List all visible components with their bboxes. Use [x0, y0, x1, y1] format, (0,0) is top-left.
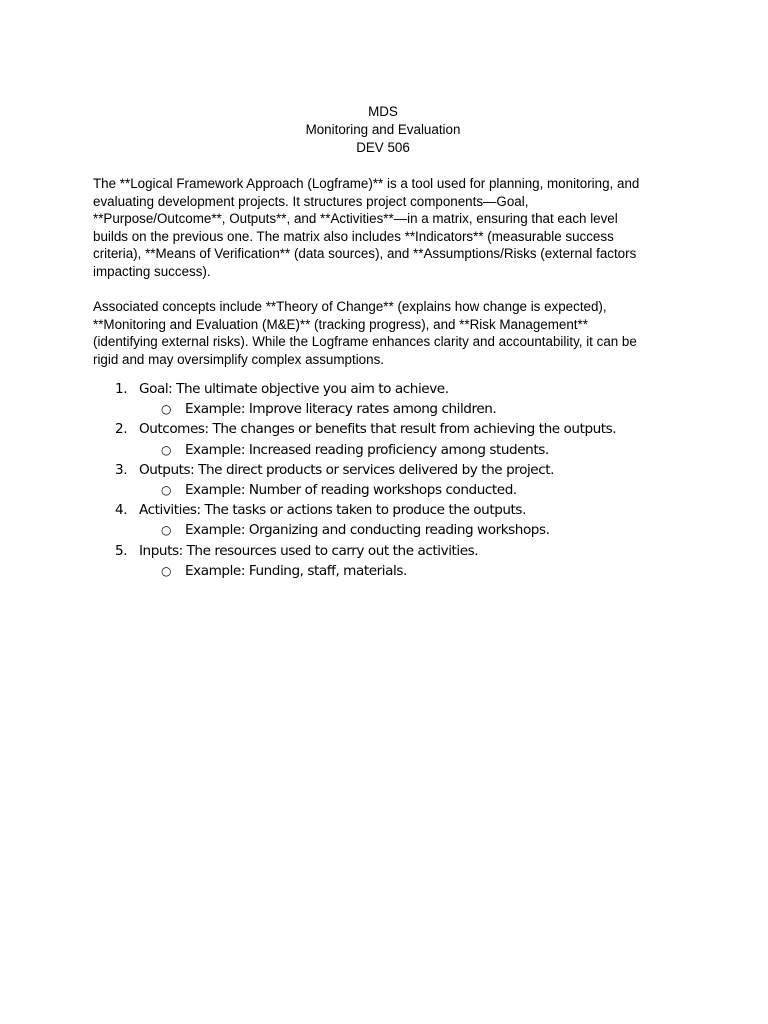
list-number: 1. — [115, 381, 128, 397]
list-item-text: Inputs: The resources used to carry out the activities. — [139, 542, 479, 559]
document-header — [0, 103, 766, 157]
example-text: Example: Organizing and conducting reading workshops. — [185, 522, 550, 539]
hollow-circle-bullet-icon: ○ — [161, 442, 172, 457]
list-item-text: Outcomes: The changes or benefits that result from achieving the outputs. — [139, 421, 617, 438]
list-number: 2. — [115, 421, 128, 438]
example-text: Example: Number of reading workshops conducted. — [185, 481, 517, 498]
course-title: Monitoring and Evaluation — [305, 122, 461, 137]
hollow-circle-bullet-icon: ○ — [161, 523, 172, 538]
paragraph-line: Associated concepts include **Theory of Change** (explains how change is expected), — [93, 299, 607, 314]
example-text: Example: Increased reading proficiency among students. — [185, 441, 549, 458]
example-text: Example: Funding, staff, materials. — [185, 562, 407, 579]
paragraph-line: **Monitoring and Evaluation (M&E)** (tracking progress), and **Risk Management** — [93, 316, 588, 332]
paragraph-line: impacting success). — [93, 263, 211, 279]
list-item — [93, 541, 733, 561]
list-item-text: Goal: The ultimate objective you aim to achieve. — [139, 381, 449, 397]
list-number: 4. — [115, 502, 128, 519]
list-item — [93, 379, 733, 399]
hollow-circle-bullet-icon: ○ — [161, 563, 172, 578]
list-number: 5. — [115, 542, 128, 559]
logframe-outline-list — [93, 379, 733, 581]
paragraph-line: criteria), **Means of Verification** (data sources), and **Assumptions/Risks (external factors — [93, 246, 637, 262]
paragraph-line: builds on the previous one. The matrix also includes **Indicators** (measurable success — [93, 228, 614, 244]
paragraph-line: The **Logical Framework Approach (Logframe)** is a tool used for planning, monitoring, and — [93, 176, 640, 191]
logframe-paragraph — [93, 175, 639, 281]
hollow-circle-bullet-icon: ○ — [161, 482, 172, 497]
program-code: MDS — [368, 104, 398, 119]
associated-concepts-paragraph — [93, 298, 637, 368]
paragraph-line: rigid and may oversimplify complex assumptions. — [93, 351, 384, 367]
list-item — [93, 460, 733, 480]
sub-list-item — [93, 520, 733, 540]
list-item — [93, 419, 733, 439]
paragraph-line: evaluating development projects. It structures project components—Goal, — [93, 193, 529, 209]
sub-list-item — [93, 399, 733, 419]
list-number: 3. — [115, 461, 128, 478]
list-item — [93, 500, 733, 520]
paragraph-line: (identifying external risks). While the Logframe enhances clarity and accountability, it can be — [93, 334, 637, 350]
example-text: Example: Improve literacy rates among children. — [185, 401, 497, 418]
sub-list-item — [93, 480, 733, 500]
sub-list-item — [93, 561, 733, 581]
list-item-text: Outputs: The direct products or services delivered by the project. — [139, 461, 554, 478]
paragraph-line: **Purpose/Outcome**, Outputs**, and **Activities**—in a matrix, ensuring that each level — [93, 211, 618, 227]
hollow-circle-bullet-icon: ○ — [161, 402, 172, 417]
course-code: DEV 506 — [356, 140, 410, 155]
sub-list-item — [93, 440, 733, 460]
list-item-text: Activities: The tasks or actions taken to produce the outputs. — [139, 502, 526, 519]
